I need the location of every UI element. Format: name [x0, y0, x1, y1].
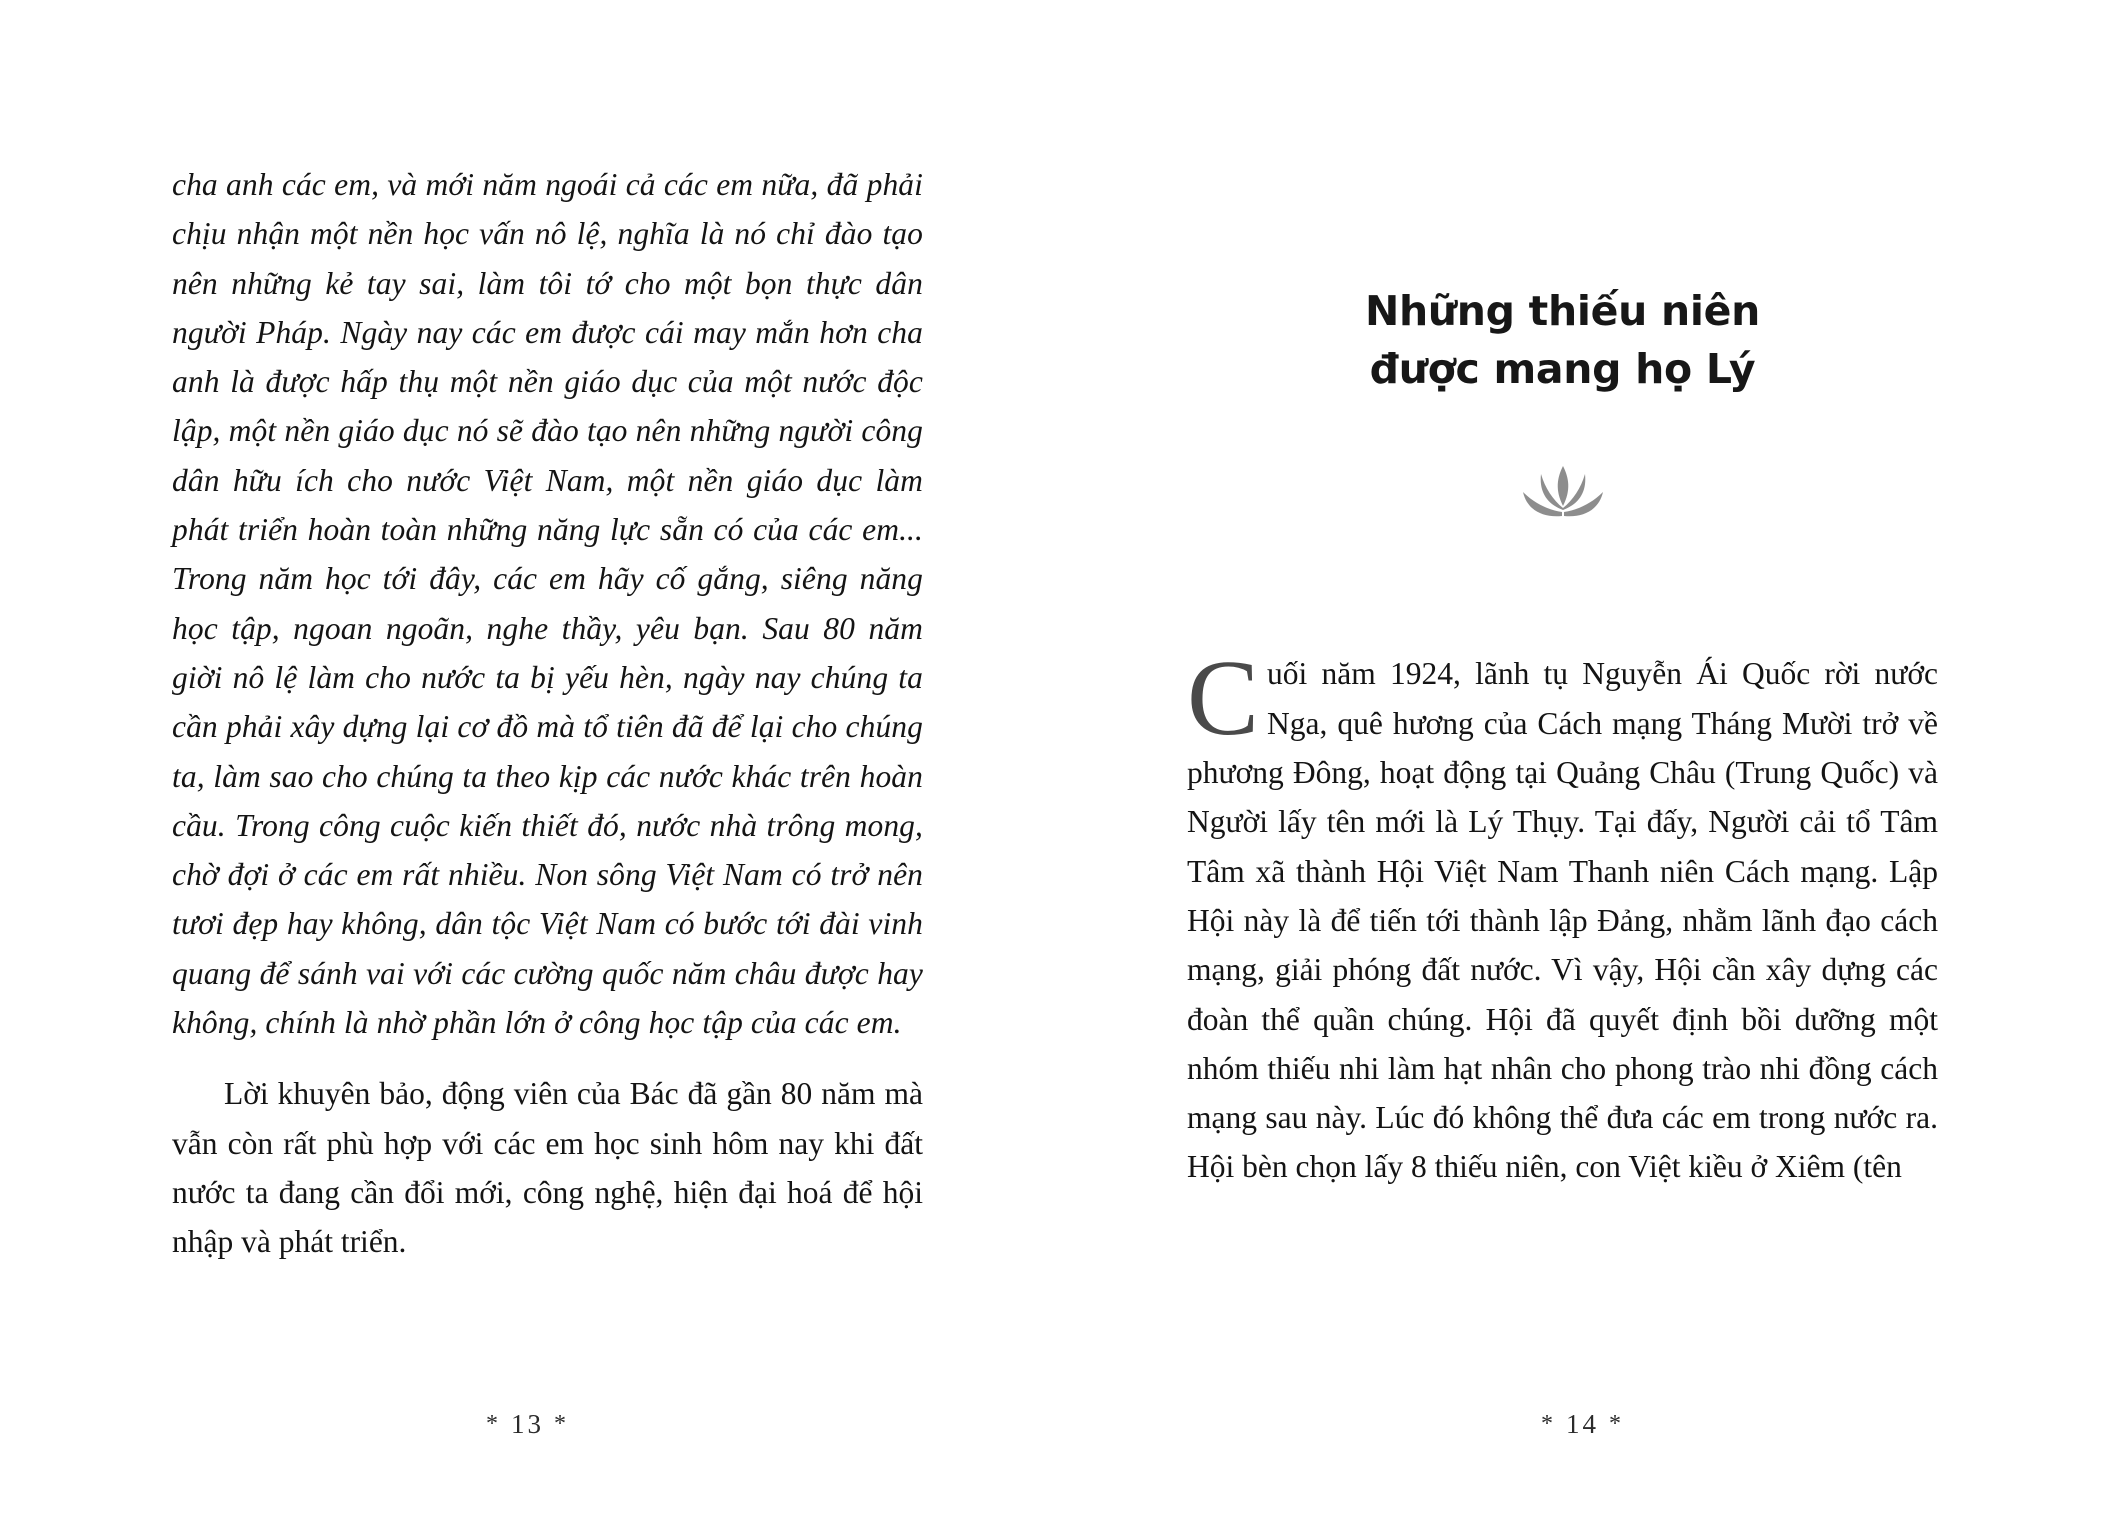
page-right [1055, 0, 2110, 1528]
page-number: 14 [1566, 1409, 1599, 1439]
folio-left [0, 1409, 1055, 1440]
lotus-ornament-icon [1187, 462, 1938, 531]
quote-text: cha anh các em, và mới năm ngoái cả các em nữa, đã phải chịu nhận một nền học vấn nô lệ, nghĩa là nó chỉ đào tạo nên những kẻ tay sai, làm tôi tớ cho một bọn thực dân người Pháp. Ngày nay các em được cái may mắn hơn cha anh là được hấp thụ một nền giáo dục của một nước độc lập, một nền giáo dục nó sẽ đào tạo nên những người công dân hữu ích cho nước Việt Nam, một nền giáo dục làm phát triển hoàn toàn những năng lực sẵn có của các em... Trong năm học tới đây, các em hãy cố gắng, siêng năng học tập, ngoan ngoãn, nghe thầy, yêu bạn. Sau 80 năm giời nô lệ làm cho nước ta bị yếu hèn, ngày nay chúng ta cần phải xây dựng lại cơ đồ mà tổ tiên đã để lại cho chúng ta, làm sao cho chúng ta theo kịp các nước khác trên hoàn cầu. Trong công cuộc kiến thiết đó, nước nhà trông mong, chờ đợi ở các em rất nhiều. Non sông Việt Nam có trở nên tươi đẹp hay không, dân tộc Việt Nam có bước tới đài vinh quang để sánh vai với các cường quốc năm châu được hay không, chính là nhờ phần lớn ở công học tập của các em. [172, 167, 923, 1041]
left-paragraph: Lời khuyên bảo, động viên của Bác đã gần 80 năm mà vẫn còn rất phù hợp với các em học sinh hôm nay khi đất nước ta đang cần đổi mới, công nghệ, hiện đại hoá để hội nhập và phát triển. [172, 1076, 923, 1260]
chapter-title-line-2: được mang họ Lý [1369, 345, 1756, 394]
page-number: 13 [511, 1409, 544, 1439]
chapter-first-paragraph [1187, 639, 1938, 1191]
chapter-body [1187, 639, 1938, 1191]
folio-star-left: * [486, 1411, 501, 1437]
folio-right [1055, 1409, 2110, 1440]
chapter-title-line-1: Những thiếu niên [1364, 287, 1761, 335]
quote-block [172, 160, 923, 1047]
chapter-body-text: uối năm 1924, lãnh tụ Nguyễn Ái Quốc rời nước Nga, quê hương của Cách mạng Tháng Mười trở về phương Đông, hoạt động tại Quảng Châu (Trung Quốc) và Người lấy tên mới là Lý Thụy. Tại đấy, Người cải tổ Tâm Tâm xã thành Hội Việt Nam Thanh niên Cách mạng. Lập Hội này là để tiến tới thành lập Đảng, nhằm lãnh đạo cách mạng, giải phóng đất nước. Vì vậy, Hội cần xây dựng các đoàn thể quần chúng. Hội đã quyết định bồi dưỡng một nhóm thiếu nhi làm hạt nhân cho phong trào nhi đồng cách mạng sau này. Lúc đó không thể đưa các em trong nước ra. Hội bèn chọn lấy 8 thiếu niên, con Việt kiều ở Xiêm (tên [1187, 656, 1938, 1185]
page-left [0, 0, 1055, 1528]
folio-star-left: * [1541, 1411, 1556, 1437]
folio-star-right: * [1609, 1411, 1624, 1437]
chapter-title [1187, 282, 1938, 398]
dropcap: C [1187, 639, 1260, 759]
folio-star-right: * [554, 1411, 569, 1437]
